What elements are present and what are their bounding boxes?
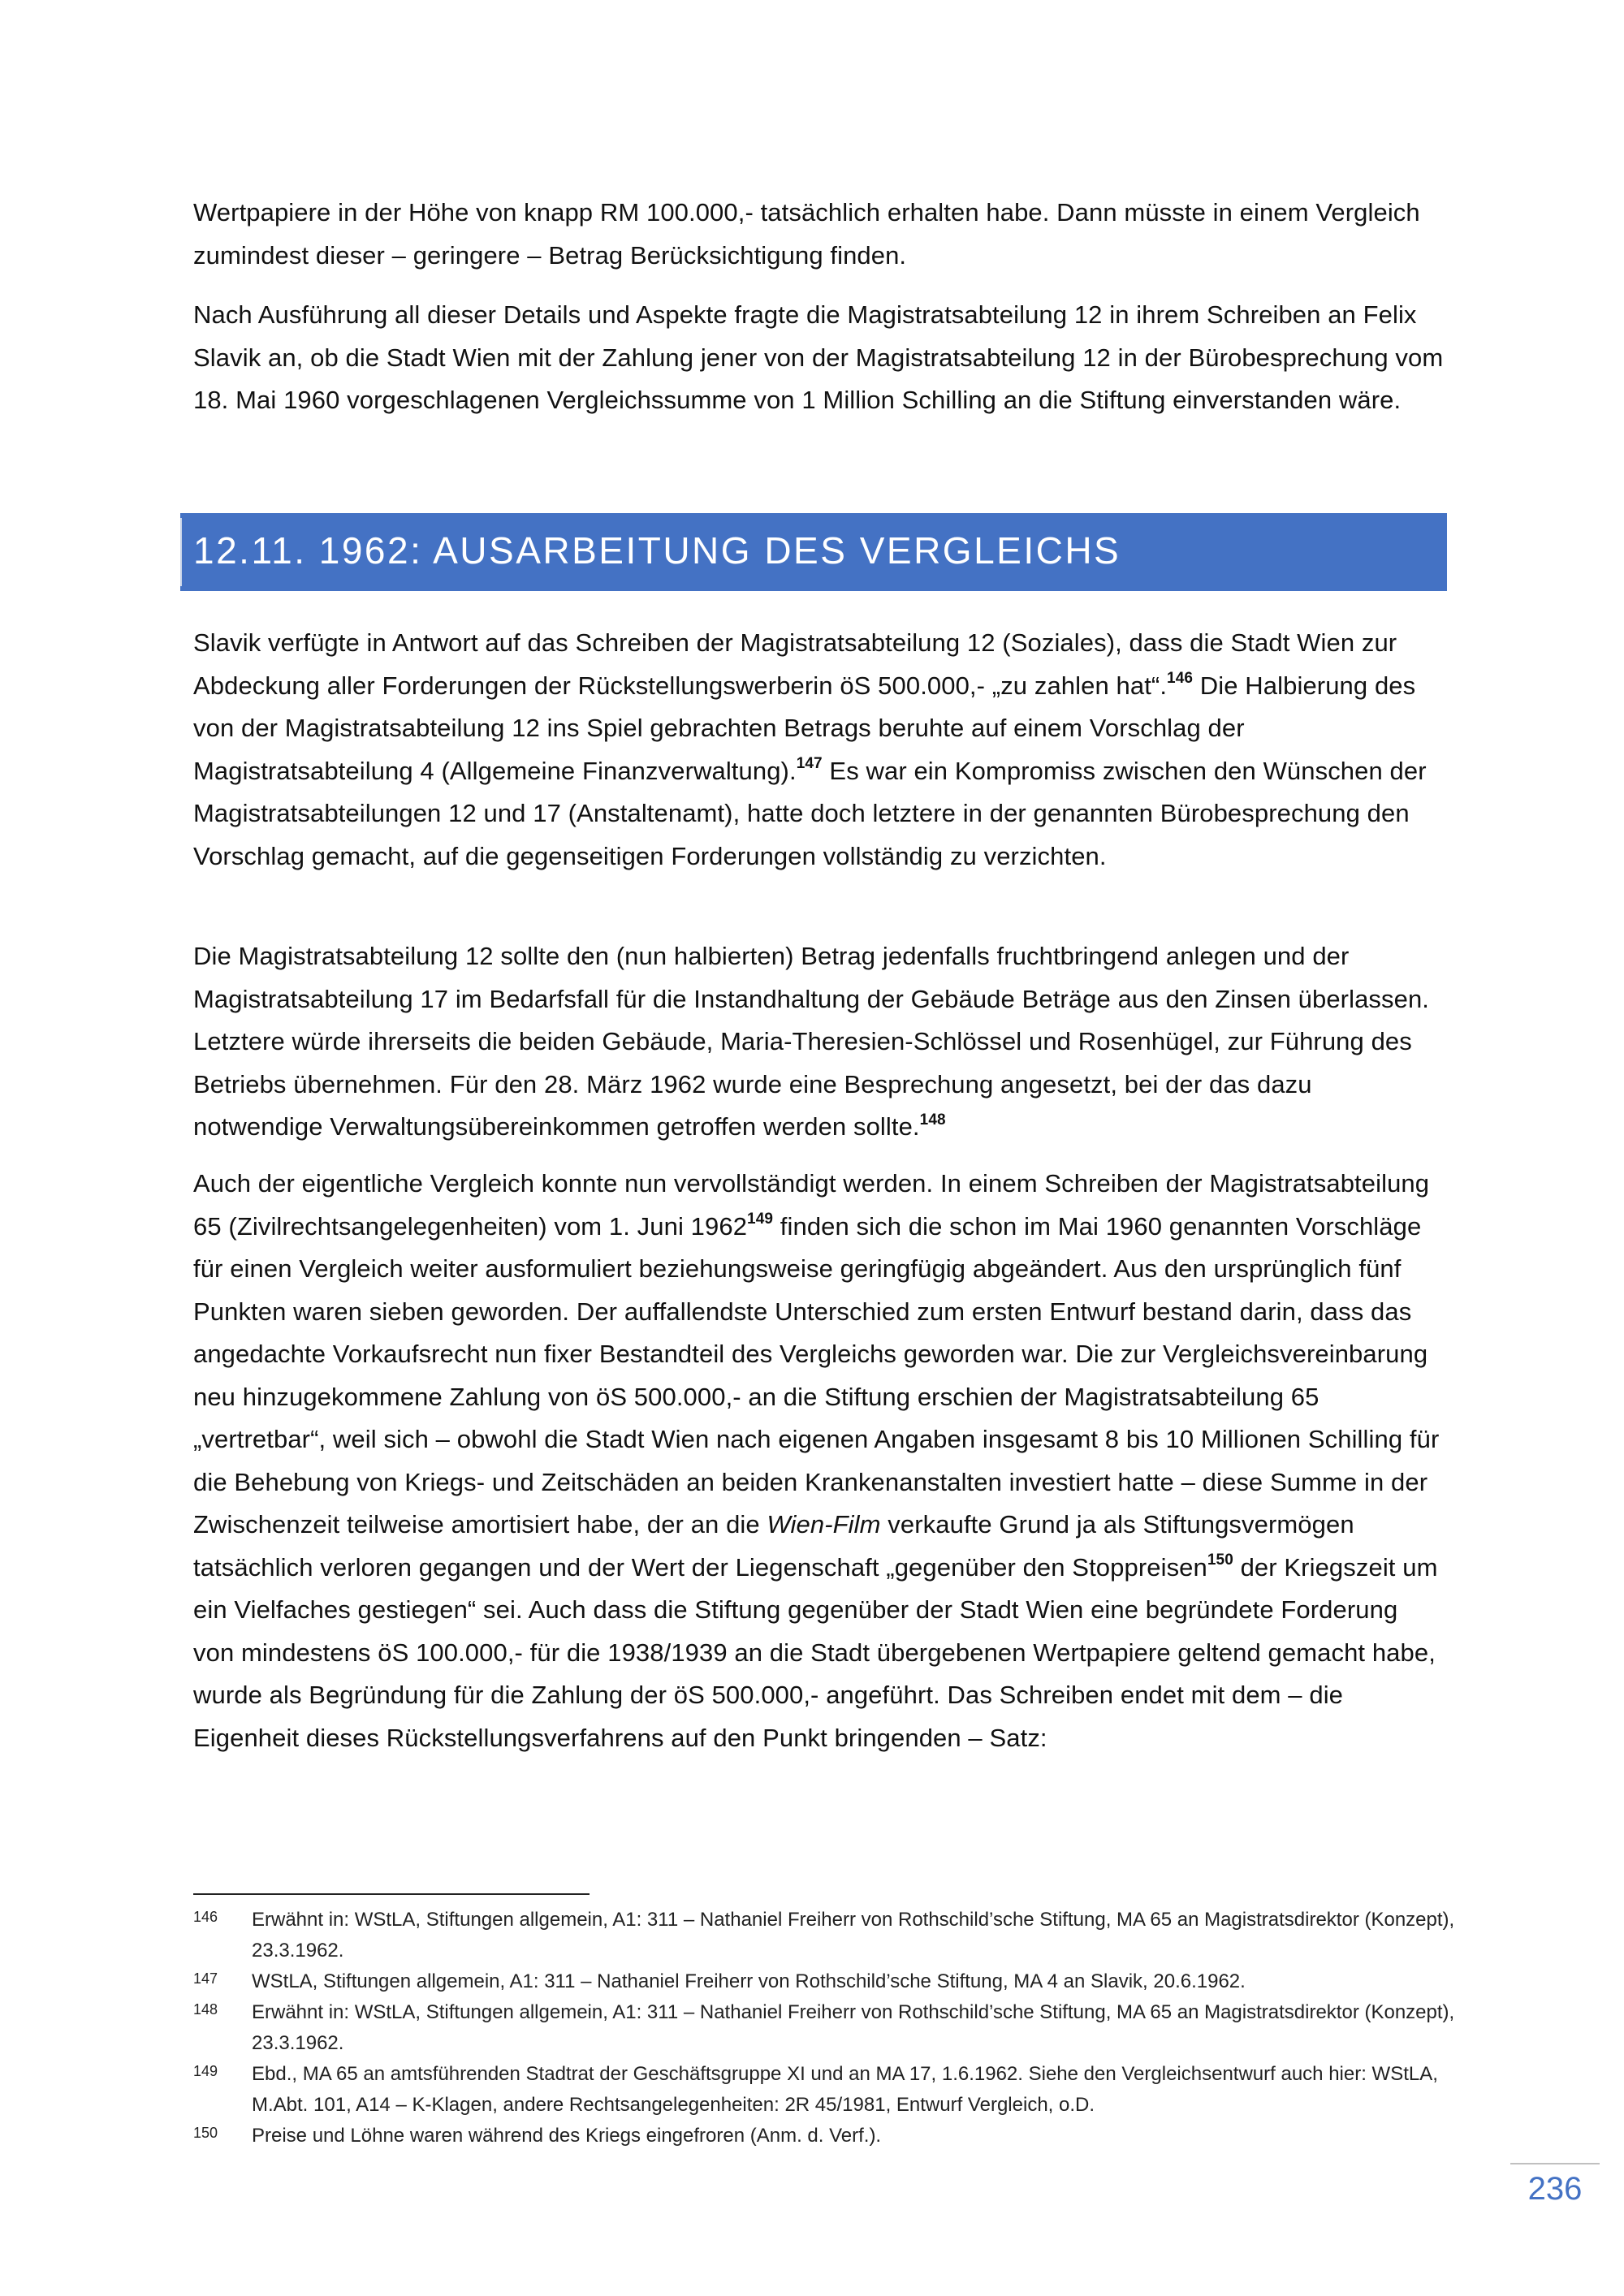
footnote-text: Erwähnt in: WStLA, Stiftungen allgemein, A1: 311 – Nathaniel Freiherr von Rothschild’sche Stiftung, MA 65 an Magistratsdirektor (Konzept), 23.3.1962.	[252, 1909, 1455, 1962]
paragraph-text: verkaufte Grund ja als Stiftungsvermögen tatsächlich verloren gegangen und der Wert der Liegenschaft „gegenüber den Stoppreisen	[193, 1510, 1354, 1582]
footnote-ref-149[interactable]: 149	[747, 1211, 774, 1228]
section-heading	[180, 513, 1447, 591]
italic-title: Wien-Film	[767, 1510, 881, 1539]
footnote-148	[193, 1997, 1460, 2059]
paragraph-text: Es war ein Kompromiss zwischen den Wünschen der Magistratsabteilungen 12 und 17 (Anstaltenamt), hatte doch letztere in der genannten Bürobesprechung den Vorschlag gemacht, auf die gegenseitigen Forderungen vollständig zu verzichten.	[193, 756, 1427, 870]
paragraph-text: Die Halbierung des von der Magistratsabteilung 12 ins Spiel gebrachten Betrags beruhte auf einem Vorschlag der Magistratsabteilung 4 (Allgemeine Finanzverwaltung).	[193, 671, 1416, 785]
paragraph-1	[193, 192, 1444, 277]
paragraph-text: Nach Ausführung all dieser Details und Aspekte fragte die Magistratsabteilung 12 in ihrem Schreiben an Felix Slavik an, ob die Stadt Wien mit der Zahlung jener von der Magistratsabteilung 12 in der Bürobesprechung vom 18. Mai 1960 vorgeschlagenen Vergleichssumme von 1 Million Schilling an die Stiftung einverstanden wäre.	[193, 300, 1444, 414]
footnote-number: 150	[193, 2125, 218, 2141]
paragraph-text: Slavik verfügte in Antwort auf das Schreiben der Magistratsabteilung 12 (Soziales), dass die Stadt Wien zur Abdeckung aller Forderungen der Rückstellungswerberin öS 500.000,- „zu zahlen hat“.	[193, 628, 1397, 700]
paragraph-text: der Kriegszeit um ein Vielfaches gestiegen“ sei. Auch dass die Stiftung gegenüber der Stadt Wien eine begründete Forderung von mindestens öS 100.000,- für die 1938/1939 an die Stadt übergebenen Wertpapiere geltend gemacht habe, wurde als Begründung für die Zahlung der öS 500.000,- angeführt. Das Schreiben endet mit dem – die Eigenheit dieses Rückstellungsverfahrens auf den Punkt bringenden – Satz:	[193, 1552, 1438, 1752]
page-number: 236	[1527, 2171, 1583, 2207]
paragraph-text: Wertpapiere in der Höhe von knapp RM 100.000,- tatsächlich erhalten habe. Dann müsste in einem Vergleich zumindest dieser – geringere – Betrag Berücksichtigung finden.	[193, 198, 1420, 270]
paragraph-text: Auch der eigentliche Vergleich konnte nun vervollständigt werden. In einem Schreiben der Magistratsabteilung 65 (Zivilrechtsangelegenheiten) vom 1. Juni 1962	[193, 1169, 1430, 1241]
paragraph-text: Die Magistratsabteilung 12 sollte den (nun halbierten) Betrag jedenfalls fruchtbringend anlegen und der Magistratsabteilung 17 im Bedarfsfall für die Instandhaltung der Gebäude Beträge aus den Zinsen überlassen. Letztere würde ihrerseits die beiden Gebäude, Maria-Theresien-Schlössel und Rosenhügel, zur Führung des Betriebs übernehmen. Für den 28. März 1962 wurde eine Besprechung angesetzt, bei der das dazu notwendige Verwaltungsübereinkommen getroffen werden sollte.	[193, 942, 1430, 1141]
footnote-ref-148[interactable]: 148	[919, 1111, 946, 1129]
footnote-ref-147[interactable]: 147	[796, 755, 823, 773]
footnote-separator	[193, 1893, 590, 1895]
section-heading-text: 12.11. 1962: AUSARBEITUNG DES VERGLEICHS	[193, 529, 1121, 572]
footnote-147	[193, 1966, 1460, 1997]
footnote-ref-146[interactable]: 146	[1167, 670, 1194, 688]
footnote-number: 149	[193, 2063, 218, 2079]
footnote-number: 147	[193, 1970, 218, 1987]
heading-marker	[180, 518, 182, 586]
paragraph-4	[193, 935, 1444, 1149]
footnote-text: Preise und Löhne waren während des Kriegs eingefroren (Anm. d. Verf.).	[252, 2125, 882, 2147]
footnotes	[193, 1905, 1460, 2151]
footnote-text: Erwähnt in: WStLA, Stiftungen allgemein, A1: 311 – Nathaniel Freiherr von Rothschild’sche Stiftung, MA 65 an Magistratsdirektor (Konzept), 23.3.1962.	[252, 2001, 1455, 2054]
footnote-number: 146	[193, 1909, 218, 1925]
footnote-ref-150[interactable]: 150	[1207, 1552, 1233, 1569]
footnote-150	[193, 2121, 1460, 2151]
footnote-149	[193, 2059, 1460, 2121]
paragraph-text: finden sich die schon im Mai 1960 genannten Vorschläge für einen Vergleich weiter ausformuliert beziehungsweise geringfügig abgeändert. Aus den ursprünglich fünf Punkten waren sieben geworden. Der auffallendste Unterschied zum ersten Entwurf bestand darin, dass das angedachte Vorkaufsrecht nun fixer Bestandteil des Vergleichs geworden war. Die zur Vergleichsvereinbarung neu hinzugekommene Zahlung von öS 500.000,- an die Stiftung erschien der Magistratsabteilung 65 „vertretbar“, weil sich – obwohl die Stadt Wien nach eigenen Angaben insgesamt 8 bis 10 Millionen Schilling für die Behebung von Kriegs- und Zeitschäden an beiden Krankenanstalten investiert hatte – diese Summe in der Zwischenzeit teilweise amortisiert habe, der an die	[193, 1211, 1440, 1539]
footnote-text: Ebd., MA 65 an amtsführenden Stadtrat der Geschäftsgruppe XI und an MA 17, 1.6.1962. Siehe den Vergleichsentwurf auch hier: WStLA, M.Abt. 101, A14 – K-Klagen, andere Rechtsangelegenheiten: 2R 45/1981, Entwurf Vergleich, o.D.	[252, 2063, 1438, 2116]
paragraph-3	[193, 622, 1444, 878]
paragraph-2	[193, 294, 1444, 422]
footnote-text: WStLA, Stiftungen allgemein, A1: 311 – Nathaniel Freiherr von Rothschild’sche Stiftung, MA 4 an Slavik, 20.6.1962.	[252, 1970, 1246, 1992]
page-number-rule	[1510, 2163, 1600, 2164]
paragraph-5	[193, 1163, 1444, 1759]
footnote-number: 148	[193, 2001, 218, 2018]
footnote-146	[193, 1905, 1460, 1966]
